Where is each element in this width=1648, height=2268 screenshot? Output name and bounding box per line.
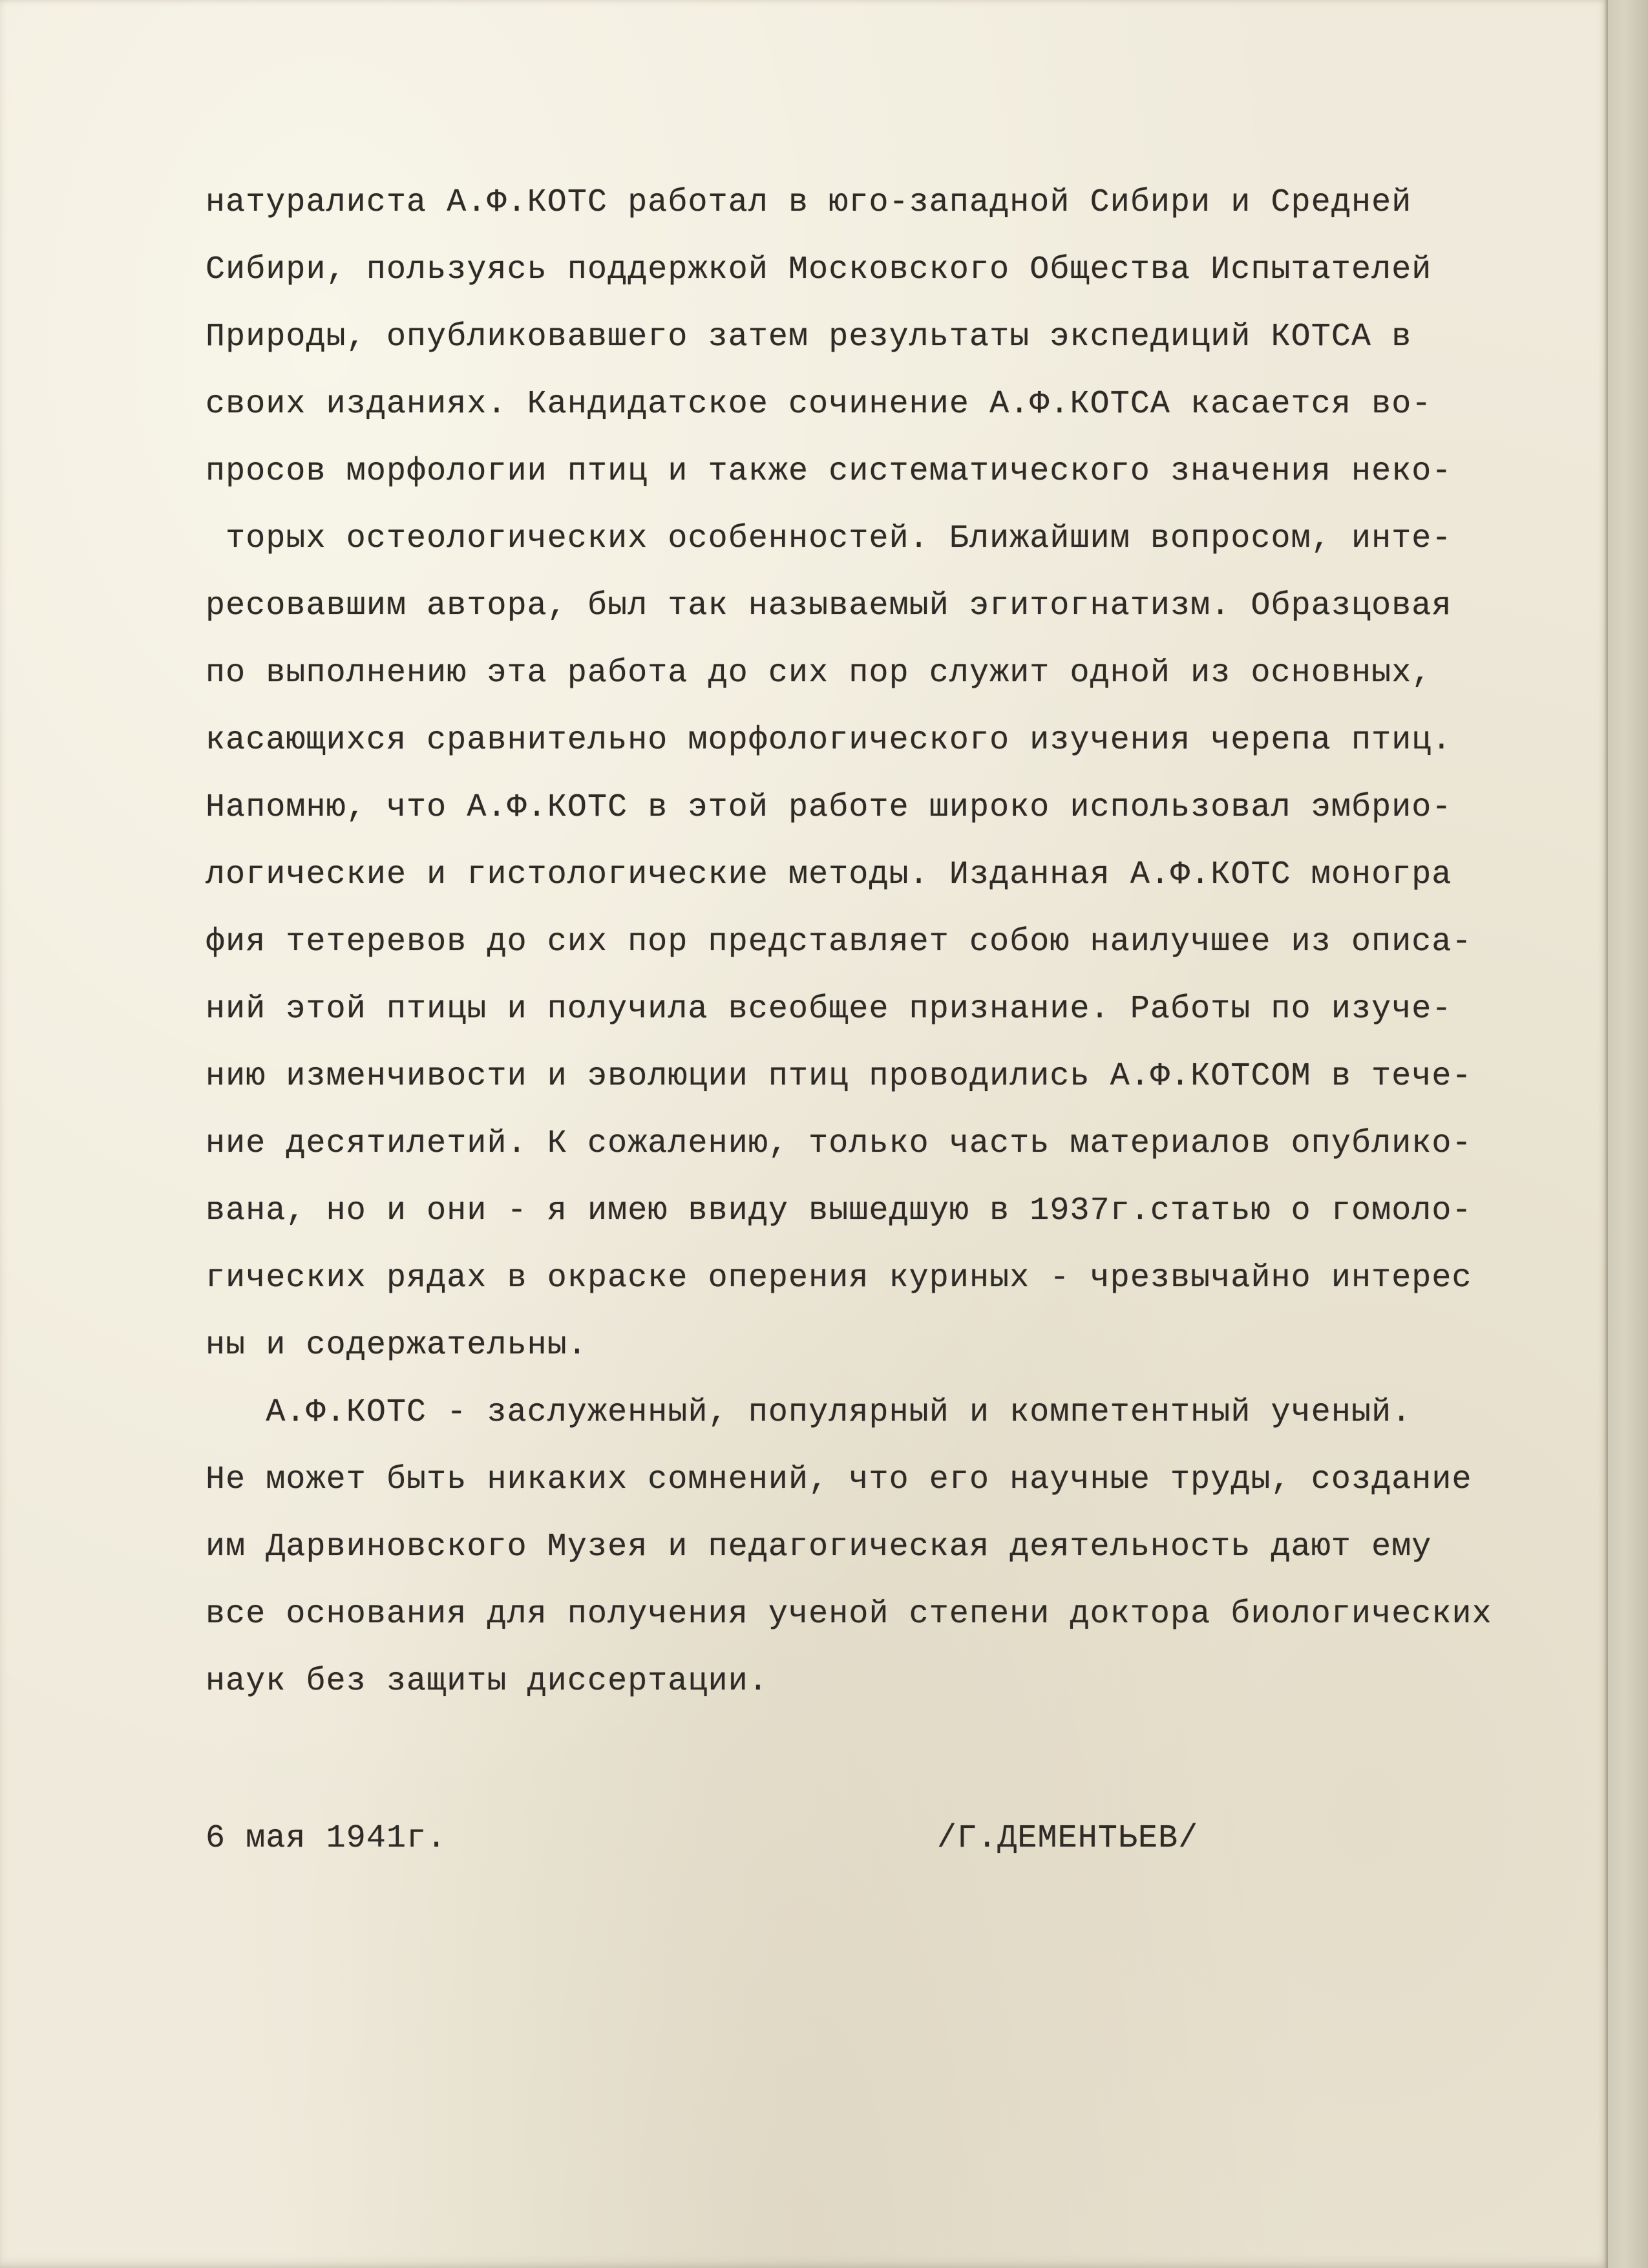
body-line: Напомню, что А.Ф.КОТС в этой работе широко использовал эмбрио- [206,789,1452,826]
body-line: торых остеологических особенностей. Ближайшим вопросом, инте- [206,520,1452,557]
body-line: логические и гистологические методы. Изданная А.Ф.КОТС моногра [206,856,1452,893]
body-line: гических рядах в окраске оперения куриных - чрезвычайно интерес [206,1260,1472,1297]
body-line: Сибири, пользуясь поддержкой Московского Общества Испытателей [206,251,1432,288]
body-line: своих изданиях. Кандидатское сочинение А.Ф.КОТСА касается во- [206,386,1432,423]
body-line: вана, но и они - я имею ввиду вышедшую в 1937г.статью о гомоло- [206,1192,1472,1229]
body-line: фия тетеревов до сих пор представляет собою наилучшее из описа- [206,924,1472,960]
body-line: нию изменчивости и эволюции птиц проводились А.Ф.КОТСОМ в тече- [206,1058,1472,1095]
body-line: Не может быть никаких сомнений, что его научные труды, создание [206,1461,1472,1498]
body-line: по выполнению эта работа до сих пор служит одной из основных, [206,655,1432,692]
body-line: ны и содержательны. [206,1327,587,1364]
body-line: наук без защиты диссертации. [206,1663,768,1700]
body-line: ние десятилетий. К сожалению, только часть материалов опублико- [206,1125,1472,1162]
body-line: касающихся сравнительно морфологического изучения черепа птиц. [206,722,1452,759]
body-line: натуралиста А.Ф.КОТС работал в юго-западной Сибири и Средней [206,184,1412,221]
body-line: ресовавшим автора, был так называемый эгитогнатизм. Образцовая [206,588,1452,624]
body-line: Природы, опубликовавшего затем результаты экспедиций КОТСА в [206,319,1412,355]
letter-date: 6 мая 1941г. [206,1820,447,1857]
letter-body [206,169,1601,1715]
body-line: просов морфологии птиц и также систематического значения неко- [206,453,1452,490]
signer-name: /Г.ДЕМЕНТЬЕВ/ [937,1820,1199,1857]
scan-backdrop [1608,0,1648,2268]
body-line: ний этой птицы и получила всеобщее признание. Работы по изуче- [206,991,1452,1028]
body-line: все основания для получения ученой степени доктора биологических [206,1596,1492,1633]
body-line: А.Ф.КОТС - заслуженный, популярный и компетентный ученый. [206,1394,1412,1431]
body-line: им Дарвиновского Музея и педагогическая деятельность дают ему [206,1529,1432,1565]
signature-block [206,1810,1601,1868]
